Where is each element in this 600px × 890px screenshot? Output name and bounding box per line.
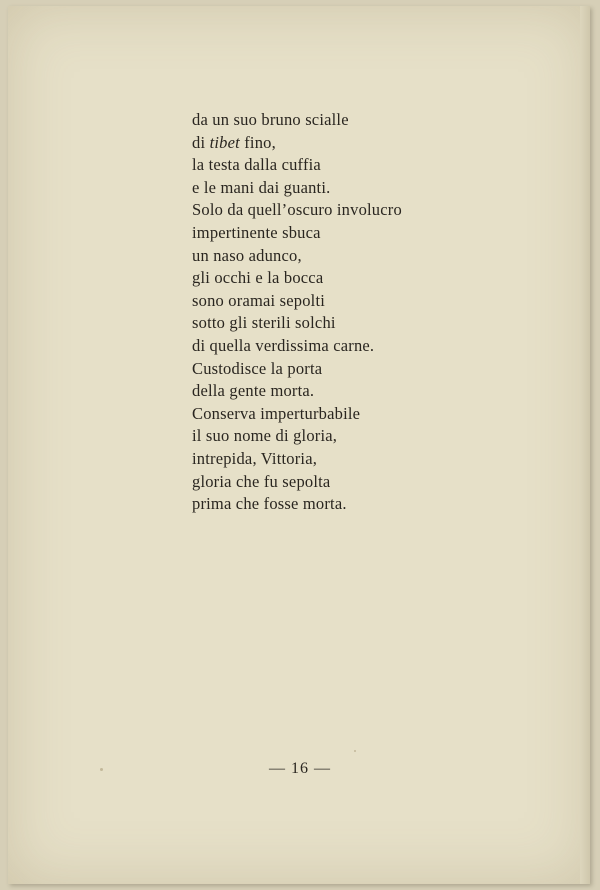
poem-line-text: impertinente sbuca — [192, 222, 321, 242]
poem-line — [192, 109, 402, 132]
poem-line-text: gli occhi e la bocca — [192, 268, 324, 288]
poem-line — [192, 403, 402, 426]
poem-text — [192, 109, 402, 516]
poem-line-text: sotto gli sterili solchi — [192, 313, 336, 333]
poem-line-text: il suo nome di gloria, — [192, 426, 338, 446]
poem-line — [192, 358, 402, 381]
page-number: — 16 — — [269, 760, 331, 777]
poem-line-text: Custodisce la porta — [192, 358, 323, 378]
poem-line-text: di — [192, 132, 210, 152]
poem-line-text: Solo da quell’oscuro involucro — [192, 200, 402, 220]
poem-line-text: prima che fosse morta. — [192, 494, 347, 514]
poem-line-text: e le mani dai guanti. — [192, 177, 331, 197]
poem-line — [192, 493, 402, 516]
poem-line — [192, 290, 402, 313]
paper-spot — [354, 750, 356, 752]
poem-line-text: di quella verdissima carne. — [192, 335, 375, 355]
poem-line-text: gloria che fu sepolta — [192, 471, 331, 491]
poem-line — [192, 267, 402, 290]
page-edge — [580, 6, 590, 884]
poem-line — [192, 471, 402, 494]
poem-line-text: un naso adunco, — [192, 245, 302, 265]
poem-line — [192, 154, 402, 177]
poem-line — [192, 425, 402, 448]
poem-line — [192, 177, 402, 200]
poem-line-text: da un suo bruno scialle — [192, 110, 349, 129]
poem-line-italic: tibet — [209, 132, 240, 152]
poem-line-text: intrepida, Vittoria, — [192, 448, 318, 468]
poem-line — [192, 132, 402, 155]
poem-line — [192, 222, 402, 245]
poem-line — [192, 312, 402, 335]
poem-line-text: Conserva imperturbabile — [192, 403, 361, 423]
poem-line — [192, 448, 402, 471]
poem-line-text: sono oramai sepolti — [192, 290, 326, 310]
poem-line — [192, 380, 402, 403]
poem-line-text: la testa dalla cuffia — [192, 155, 321, 175]
poem-line — [192, 335, 402, 358]
poem-line — [192, 245, 402, 268]
poem-line-text: fino, — [239, 132, 276, 152]
poem-line — [192, 199, 402, 222]
poem-line-text: della gente morta. — [192, 381, 315, 401]
